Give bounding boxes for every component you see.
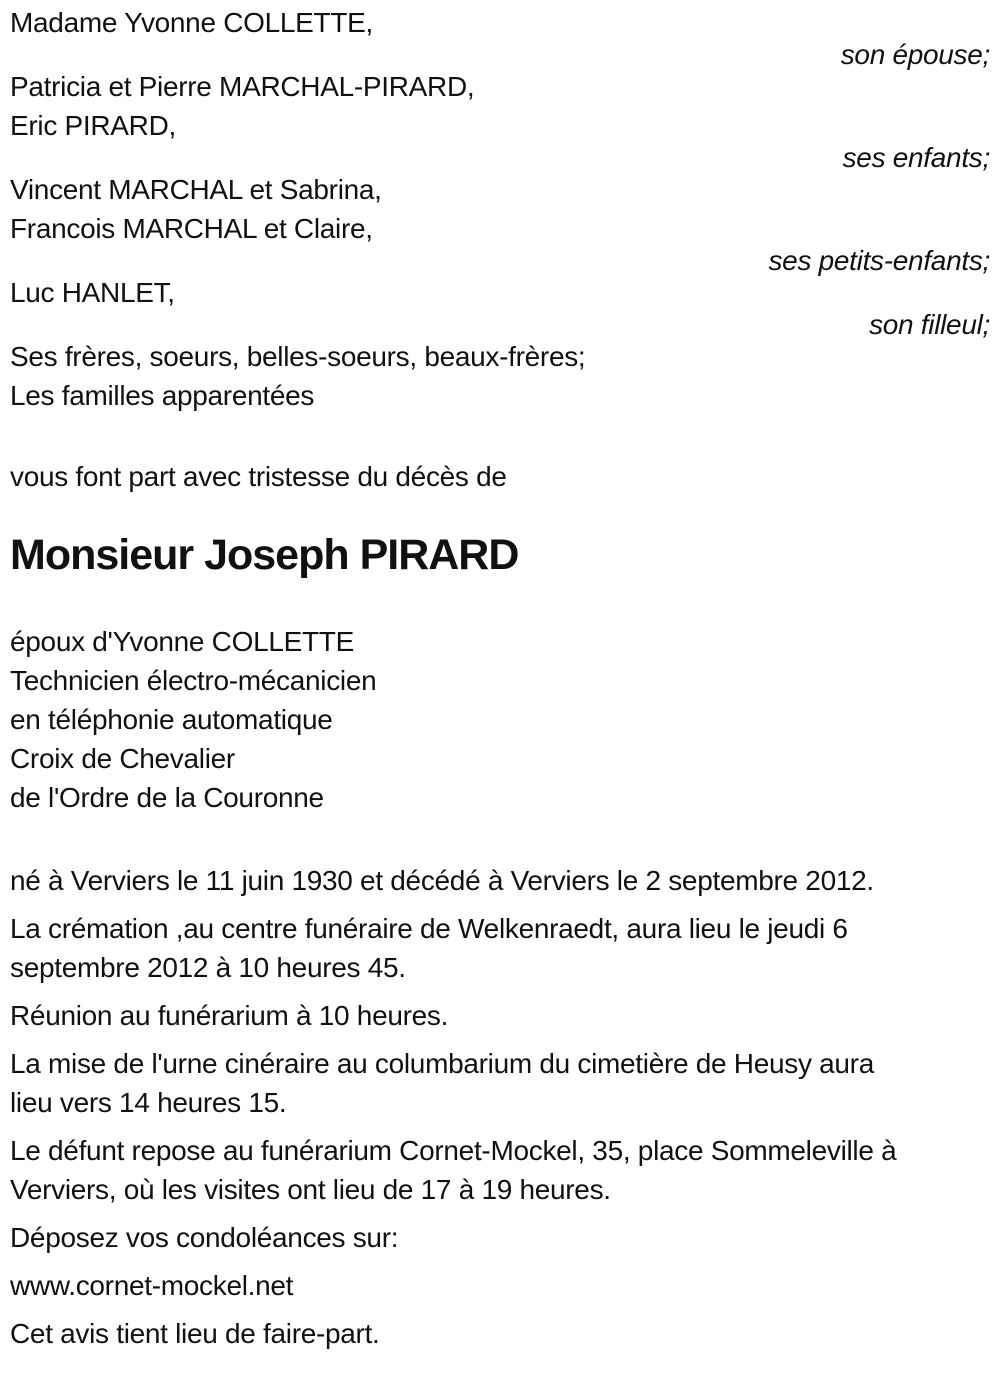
deceased-name: Monsieur Joseph PIRARD xyxy=(10,531,519,579)
family-name: Patricia et Pierre MARCHAL-PIRARD, xyxy=(10,71,475,102)
detail-line: Cet avis tient lieu de faire-part. xyxy=(10,1318,380,1349)
deceased-title-line: en téléphonie automatique xyxy=(10,704,333,735)
detail-line: La mise de l'urne cinéraire au columbarium du cimetière de Heusy aura xyxy=(10,1048,874,1079)
deceased-titles xyxy=(10,622,990,817)
funeral-details xyxy=(10,861,990,1353)
relation-label: son filleul; xyxy=(869,309,990,340)
closing-paragraph xyxy=(10,1314,990,1353)
deceased-title-line: Technicien électro-mécanicien xyxy=(10,665,377,696)
family-group-extended xyxy=(10,337,990,415)
family-group-children xyxy=(10,67,990,173)
detail-line: lieu vers 14 heures 15. xyxy=(10,1087,287,1118)
visits-paragraph xyxy=(10,1131,990,1209)
family-name: Vincent MARCHAL et Sabrina, xyxy=(10,174,382,205)
cremation-paragraph xyxy=(10,909,990,987)
detail-line: Verviers, où les visites ont lieu de 17 à 19 heures. xyxy=(10,1174,611,1205)
family-name: Les familles apparentées xyxy=(10,380,315,411)
family-name: Eric PIRARD, xyxy=(10,110,176,141)
relation-label: son épouse; xyxy=(840,39,990,70)
deceased-title-line: de l'Ordre de la Couronne xyxy=(10,782,324,813)
family-name: Ses frères, soeurs, belles-soeurs, beaux-frères; xyxy=(10,341,586,372)
birth-death-paragraph xyxy=(10,861,990,900)
relation-label: ses enfants; xyxy=(842,142,990,173)
detail-line: Le défunt repose au funérarium Cornet-Mockel, 35, place Sommeleville à xyxy=(10,1135,897,1166)
family-group-godson xyxy=(10,273,990,340)
announcement-text: vous font part avec tristesse du décès de xyxy=(10,461,507,492)
family-name: Madame Yvonne COLLETTE, xyxy=(10,7,373,38)
family-name: Luc HANLET, xyxy=(10,277,175,308)
detail-line: Déposez vos condoléances sur: xyxy=(10,1222,399,1253)
detail-line: La crémation ,au centre funéraire de Welkenraedt, aura lieu le jeudi 6 xyxy=(10,913,848,944)
condolences-paragraph xyxy=(10,1218,990,1257)
family-list xyxy=(10,3,990,415)
gathering-paragraph xyxy=(10,996,990,1035)
detail-line: né à Verviers le 11 juin 1930 et décédé à Verviers le 2 septembre 2012. xyxy=(10,865,874,896)
deceased-title-line: époux d'Yvonne COLLETTE xyxy=(10,626,354,657)
family-group-grandchildren xyxy=(10,170,990,276)
family-name: Francois MARCHAL et Claire, xyxy=(10,213,373,244)
website-url: www.cornet-mockel.net xyxy=(10,1270,294,1301)
deceased-title-line: Croix de Chevalier xyxy=(10,743,235,774)
detail-line: septembre 2012 à 10 heures 45. xyxy=(10,952,406,983)
relation-label: ses petits-enfants; xyxy=(768,245,990,276)
detail-line: Réunion au funérarium à 10 heures. xyxy=(10,1000,449,1031)
urn-paragraph xyxy=(10,1044,990,1122)
family-group-spouse xyxy=(10,3,990,70)
website-paragraph xyxy=(10,1266,990,1305)
